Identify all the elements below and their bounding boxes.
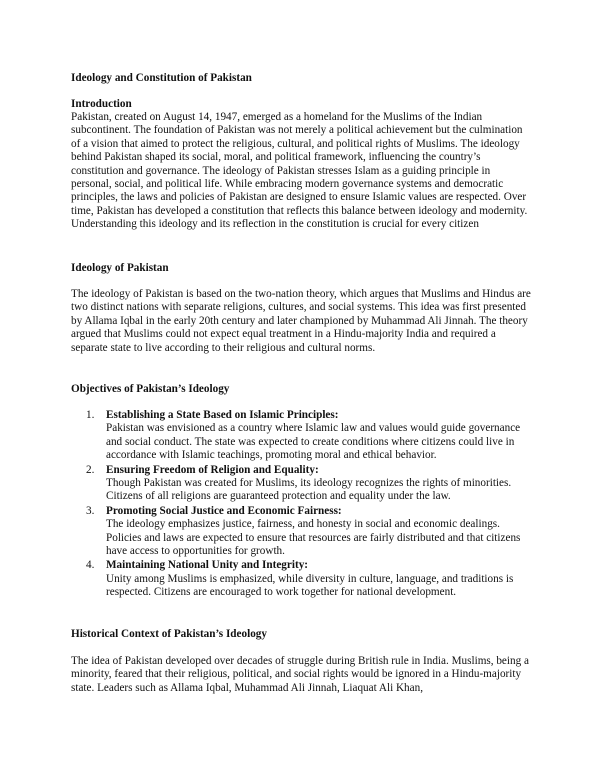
historical-context-heading: Historical Context of Pakistan’s Ideology: [71, 628, 267, 640]
list-item-number: 4.: [86, 559, 95, 572]
document-title: Ideology and Constitution of Pakistan: [71, 72, 252, 84]
list-item-title: Promoting Social Justice and Economic Fairness:: [106, 504, 342, 517]
list-item-text: Though Pakistan was created for Muslims, its ideology recognizes the rights of minorities. Citizens of all religions are guaranteed protection and equality under the law.: [106, 477, 512, 503]
list-item-text: Unity among Muslims is emphasized, while diversity in culture, language, and traditions is respected. Citizens are encouraged to work together for national development.: [106, 572, 514, 599]
list-item-number: 1.: [86, 409, 95, 421]
list-item-title: Ensuring Freedom of Religion and Equality:: [106, 463, 319, 476]
list-item: [86, 559, 531, 599]
list-item-number: 3.: [86, 504, 95, 517]
introduction-heading: Introduction: [71, 98, 132, 110]
list-item-text: Pakistan was envisioned as a country where Islamic law and values would guide governance and social conduct. The state was expected to create conditions where citizens could live in accordance with Islamic teachings, promoting moral and ethical behavior.: [106, 422, 521, 462]
list-item-title: Maintaining National Unity and Integrity:: [106, 559, 309, 572]
list-item-number: 2.: [86, 463, 95, 476]
historical-context-paragraph: The idea of Pakistan developed over decades of struggle during British rule in India. Muslims, being a minority, feared that their religious, political, and social rights would be ignored in a Hindu-majority state. Leaders such as Allama Iqbal, Muhammad Ali Jinnah, Liaquat Ali Khan,: [71, 655, 529, 694]
list-item: [86, 464, 531, 504]
introduction-paragraph: Pakistan, created on August 14, 1947, emerged as a homeland for the Muslims of the Indian subcontinent. The foundation of Pakistan was not merely a political achievement but the culmination of a vision that aimed to protect the religious, cultural, and political rights of Muslims. The ideology behind Pakistan shaped its social, moral, and political framework, influencing the country’s constitution and governance. The ideology of Pakistan stresses Islam as a guiding principle in personal, social, and political life. While embracing modern governance systems and democratic principles, the laws and policies of Pakistan are designed to ensure Islamic values are respected. Over time, Pakistan has developed a constitution that reflects this balance between ideology and modernity. Understanding this ideology and its reflection in the constitution is crucial for every citizen: [71, 111, 528, 231]
objectives-heading: Objectives of Pakistan’s Ideology: [71, 383, 230, 395]
list-item-title: Establishing a State Based on Islamic Principles:: [106, 409, 339, 421]
ideology-heading: Ideology of Pakistan: [71, 262, 169, 274]
list-item-text: The ideology emphasizes justice, fairness, and honesty in social and economic dealings. Policies and laws are expected to ensure that resources are fairly distributed and that citizens have access to opportunities for growth.: [106, 518, 521, 558]
objectives-list: [86, 409, 531, 601]
list-item: [86, 409, 531, 463]
ideology-paragraph: The ideology of Pakistan is based on the two-nation theory, which argues that Muslims and Hindus are two distinct nations with separate religions, cultures, and social systems. This idea was first presented by Allama Iqbal in the early 20th century and later championed by Muhammad Ali Jinnah. The theory argued that Muslims could not expect equal treatment in a Hindu-majority India and required a separate state to live according to their religious and cultural norms.: [71, 288, 531, 354]
list-item: [86, 505, 531, 559]
